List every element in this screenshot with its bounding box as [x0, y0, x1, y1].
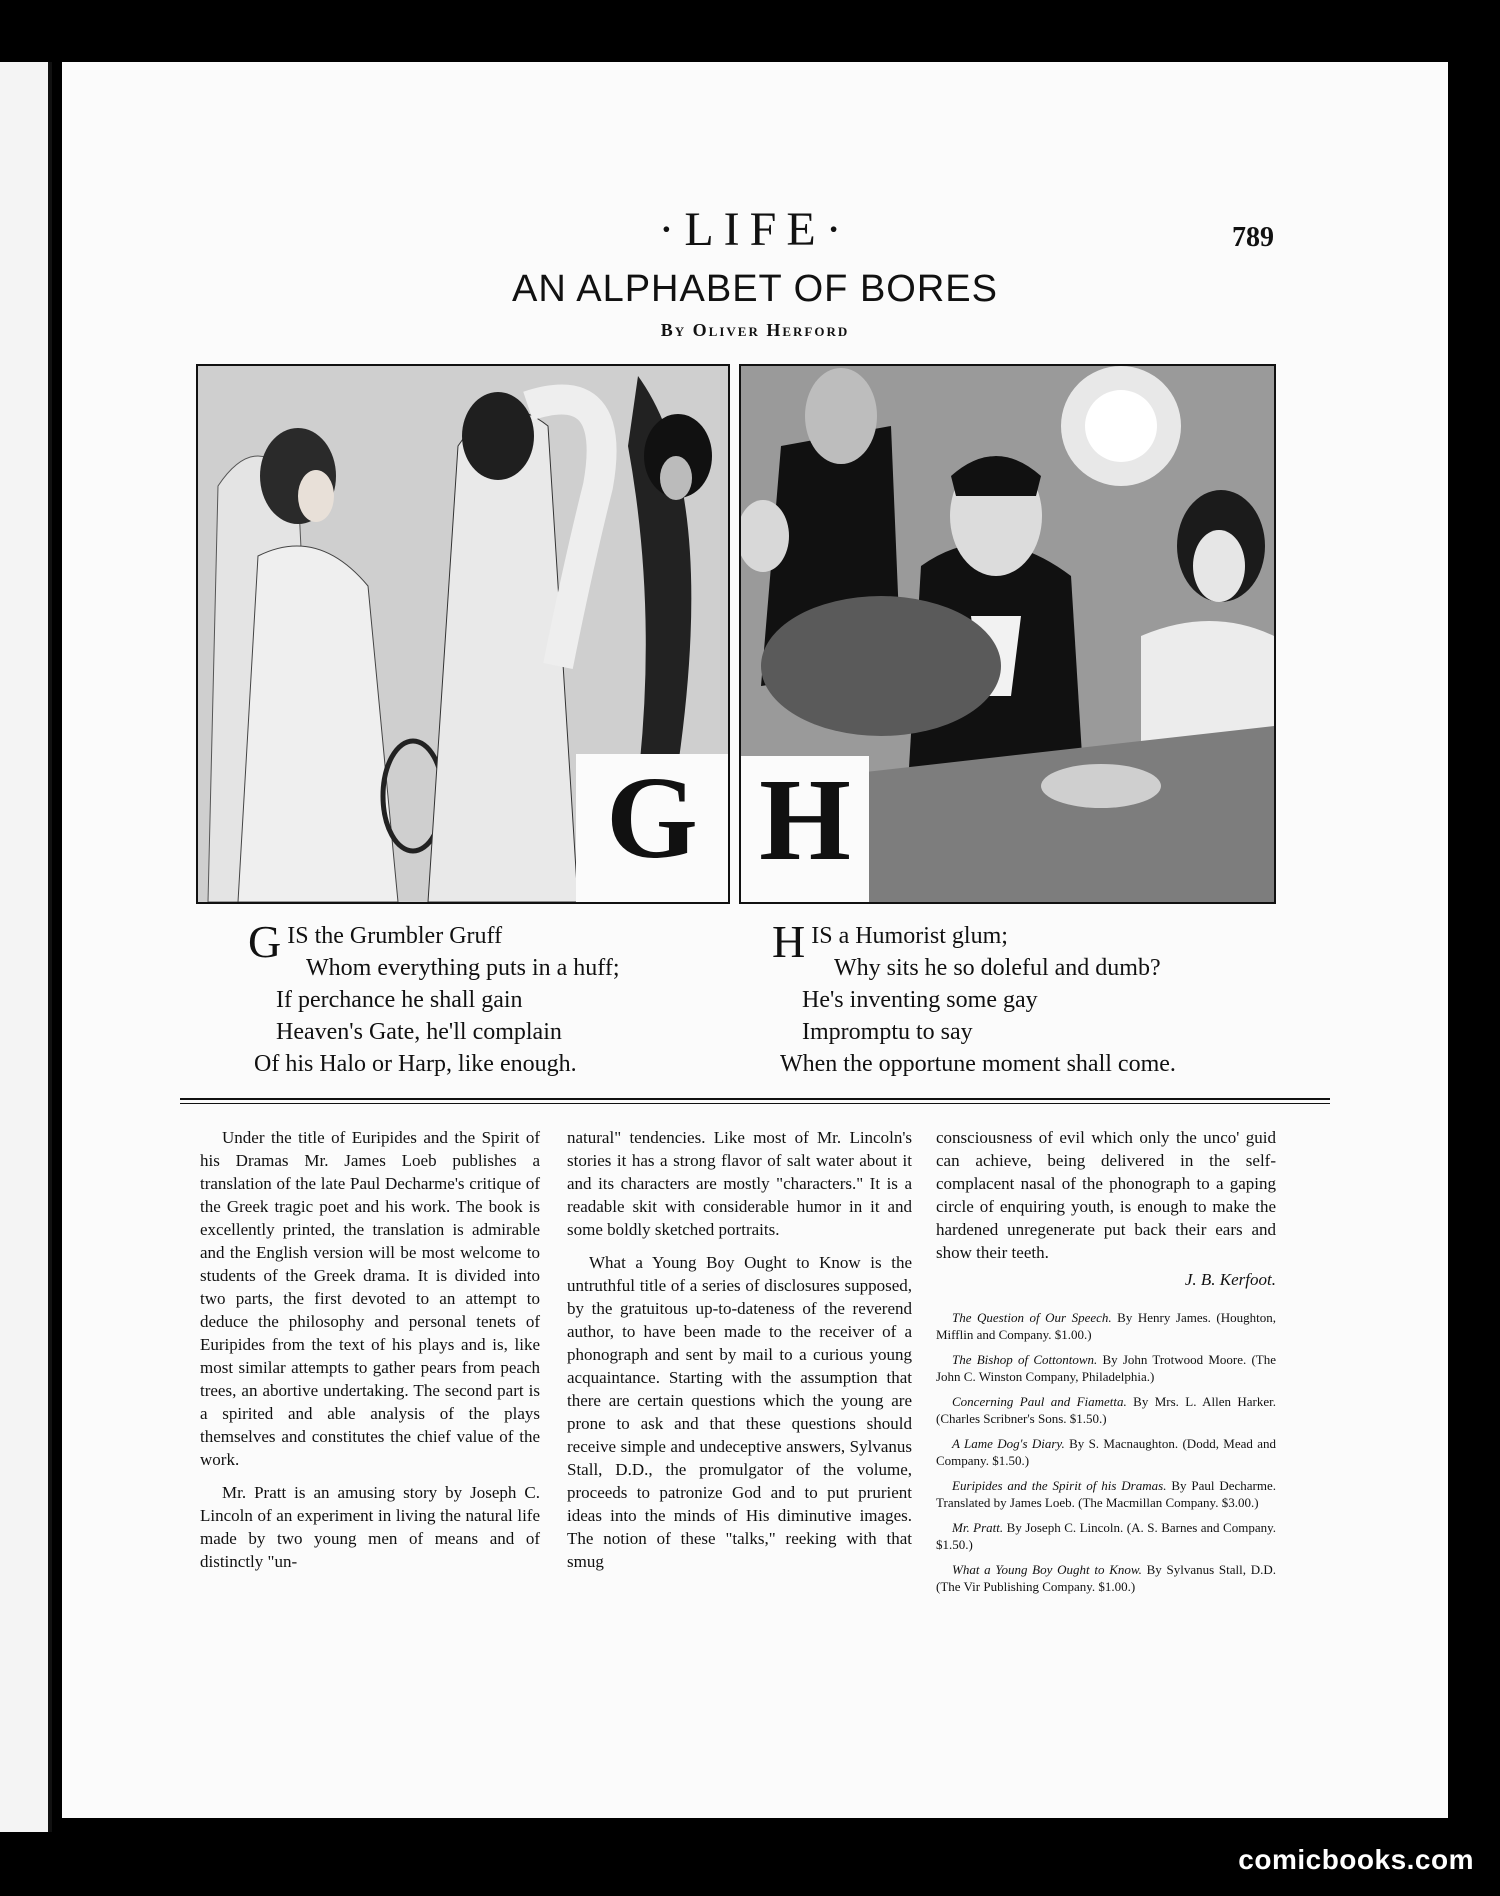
verse-line: Whom everything puts in a huff; [306, 955, 620, 981]
section-divider [180, 1103, 1330, 1104]
verse-line: Why sits he so doleful and dumb? [834, 955, 1161, 981]
review-paragraph: What a Young Boy Ought to Know is the untruthful title of a series of disclosures supposed, by the gratuitous up-to-dateness of the reverend author, to have been made to the receiver of a phonograph and sent by mail to a curious young acquaintance. Starting with the assumption that there are certain questions which the young are prone to ask and that these questions should receive simple and undeceptive answers, Sylvanus Stall, D.D., the promulgator of the volume, proceeds to patronize God and to put prurient ideas into the minds of His diminutive images. The notion of these "talks," reeking with that smug [567, 1253, 912, 1571]
signature: J. B. Kerfoot. [1184, 1270, 1276, 1289]
verse-line: If perchance he shall gain [276, 987, 523, 1013]
list-item: The Bishop of Cottontown. By John Trotwood Moore. (The John C. Winston Company, Philadelphia.) [936, 1352, 1276, 1384]
dropcap-h: H [772, 916, 806, 967]
verse-line: Heaven's Gate, he'll complain [276, 1019, 562, 1045]
verse-line: G IS the Grumbler Gruff [248, 916, 503, 967]
review-column-2 [567, 1126, 912, 1583]
verse-g [248, 916, 768, 1080]
list-item: A Lame Dog's Diary. By S. Macnaughton. (Dodd, Mead and Company. $1.50.) [936, 1436, 1276, 1468]
byline: By Oliver Herford [660, 320, 850, 340]
books-list [936, 1309, 1276, 1595]
review-paragraph: Mr. Pratt is an amusing story by Joseph C. Lincoln of an experiment in living the natural life made by two young men of means and of distinctly "un- [200, 1483, 540, 1571]
review-paragraph: Under the title of Euripides and the Spirit of his Dramas Mr. James Loeb publishes a translation of the late Paul Decharme's critique of the Greek tragic poet and his work. The book is excellently printed, the translation is admirable and the English version will be most welcome to students of the Greek drama. It is divided into two parts, the first devoted to an attempt to deduce the philosophy and personal tenets of Euripides from the text of his plays and is, like most similar attempts to gather pears from peach trees, an abortive undertaking. The second part is a spirited and able analysis of the plays themselves and constitutes the chief value of the work. [200, 1128, 540, 1469]
list-item: The Question of Our Speech. By Henry James. (Houghton, Mifflin and Company. $1.00.) [936, 1310, 1276, 1342]
list-item: Euripides and the Spirit of his Dramas. By Paul Decharme. Translated by James Loeb. (The Macmillan Company. $3.00.) [936, 1478, 1276, 1510]
verse-line: H IS a Humorist glum; [772, 916, 1008, 967]
illustration-g [196, 364, 730, 904]
review-column-1 [200, 1126, 540, 1583]
section-divider [180, 1098, 1330, 1100]
letter-g: G [576, 754, 728, 902]
magazine-page [62, 62, 1448, 1818]
page-number: 789 [1232, 222, 1274, 253]
list-item: Mr. Pratt. By Joseph C. Lincoln. (A. S. Barnes and Company. $1.50.) [936, 1520, 1276, 1552]
watermark: comicbooks.com [1238, 1844, 1474, 1875]
list-item: What a Young Boy Ought to Know. By Sylvanus Stall, D.D. (The Vir Publishing Company. $1.00.) [936, 1562, 1276, 1594]
review-column-3 [936, 1126, 1276, 1603]
list-item: Concerning Paul and Fiametta. By Mrs. L. Allen Harker. (Charles Scribner's Sons. $1.50.) [936, 1394, 1277, 1426]
verse-line: Of his Halo or Harp, like enough. [254, 1051, 577, 1077]
letter-h: H [741, 756, 869, 902]
verse-line: Impromptu to say [802, 1019, 973, 1045]
review-paragraph: consciousness of evil which only the unco' guid can achieve, being delivered in the self-complacent nasal of the phonograph to a gaping circle of enquiring youth, is enough to make the hardened unregenerate put back their ears and show their teeth. [936, 1128, 1276, 1262]
facing-page-edge [0, 62, 52, 1832]
review-paragraph: natural" tendencies. Like most of Mr. Lincoln's stories it has a strong flavor of salt water about it and its characters are mostly "characters." It is a readable skit with considerable humor in it and some boldly sketched portraits. [567, 1128, 912, 1239]
article-title: AN ALPHABET OF BORES [511, 268, 998, 310]
verse-h [772, 916, 1312, 1080]
illustration-h [739, 364, 1276, 904]
dropcap-g: G [248, 916, 282, 967]
verse-line: He's inventing some gay [802, 987, 1038, 1013]
verse-line: When the opportune moment shall come. [780, 1051, 1176, 1077]
masthead: ·LIFE· [658, 203, 852, 256]
